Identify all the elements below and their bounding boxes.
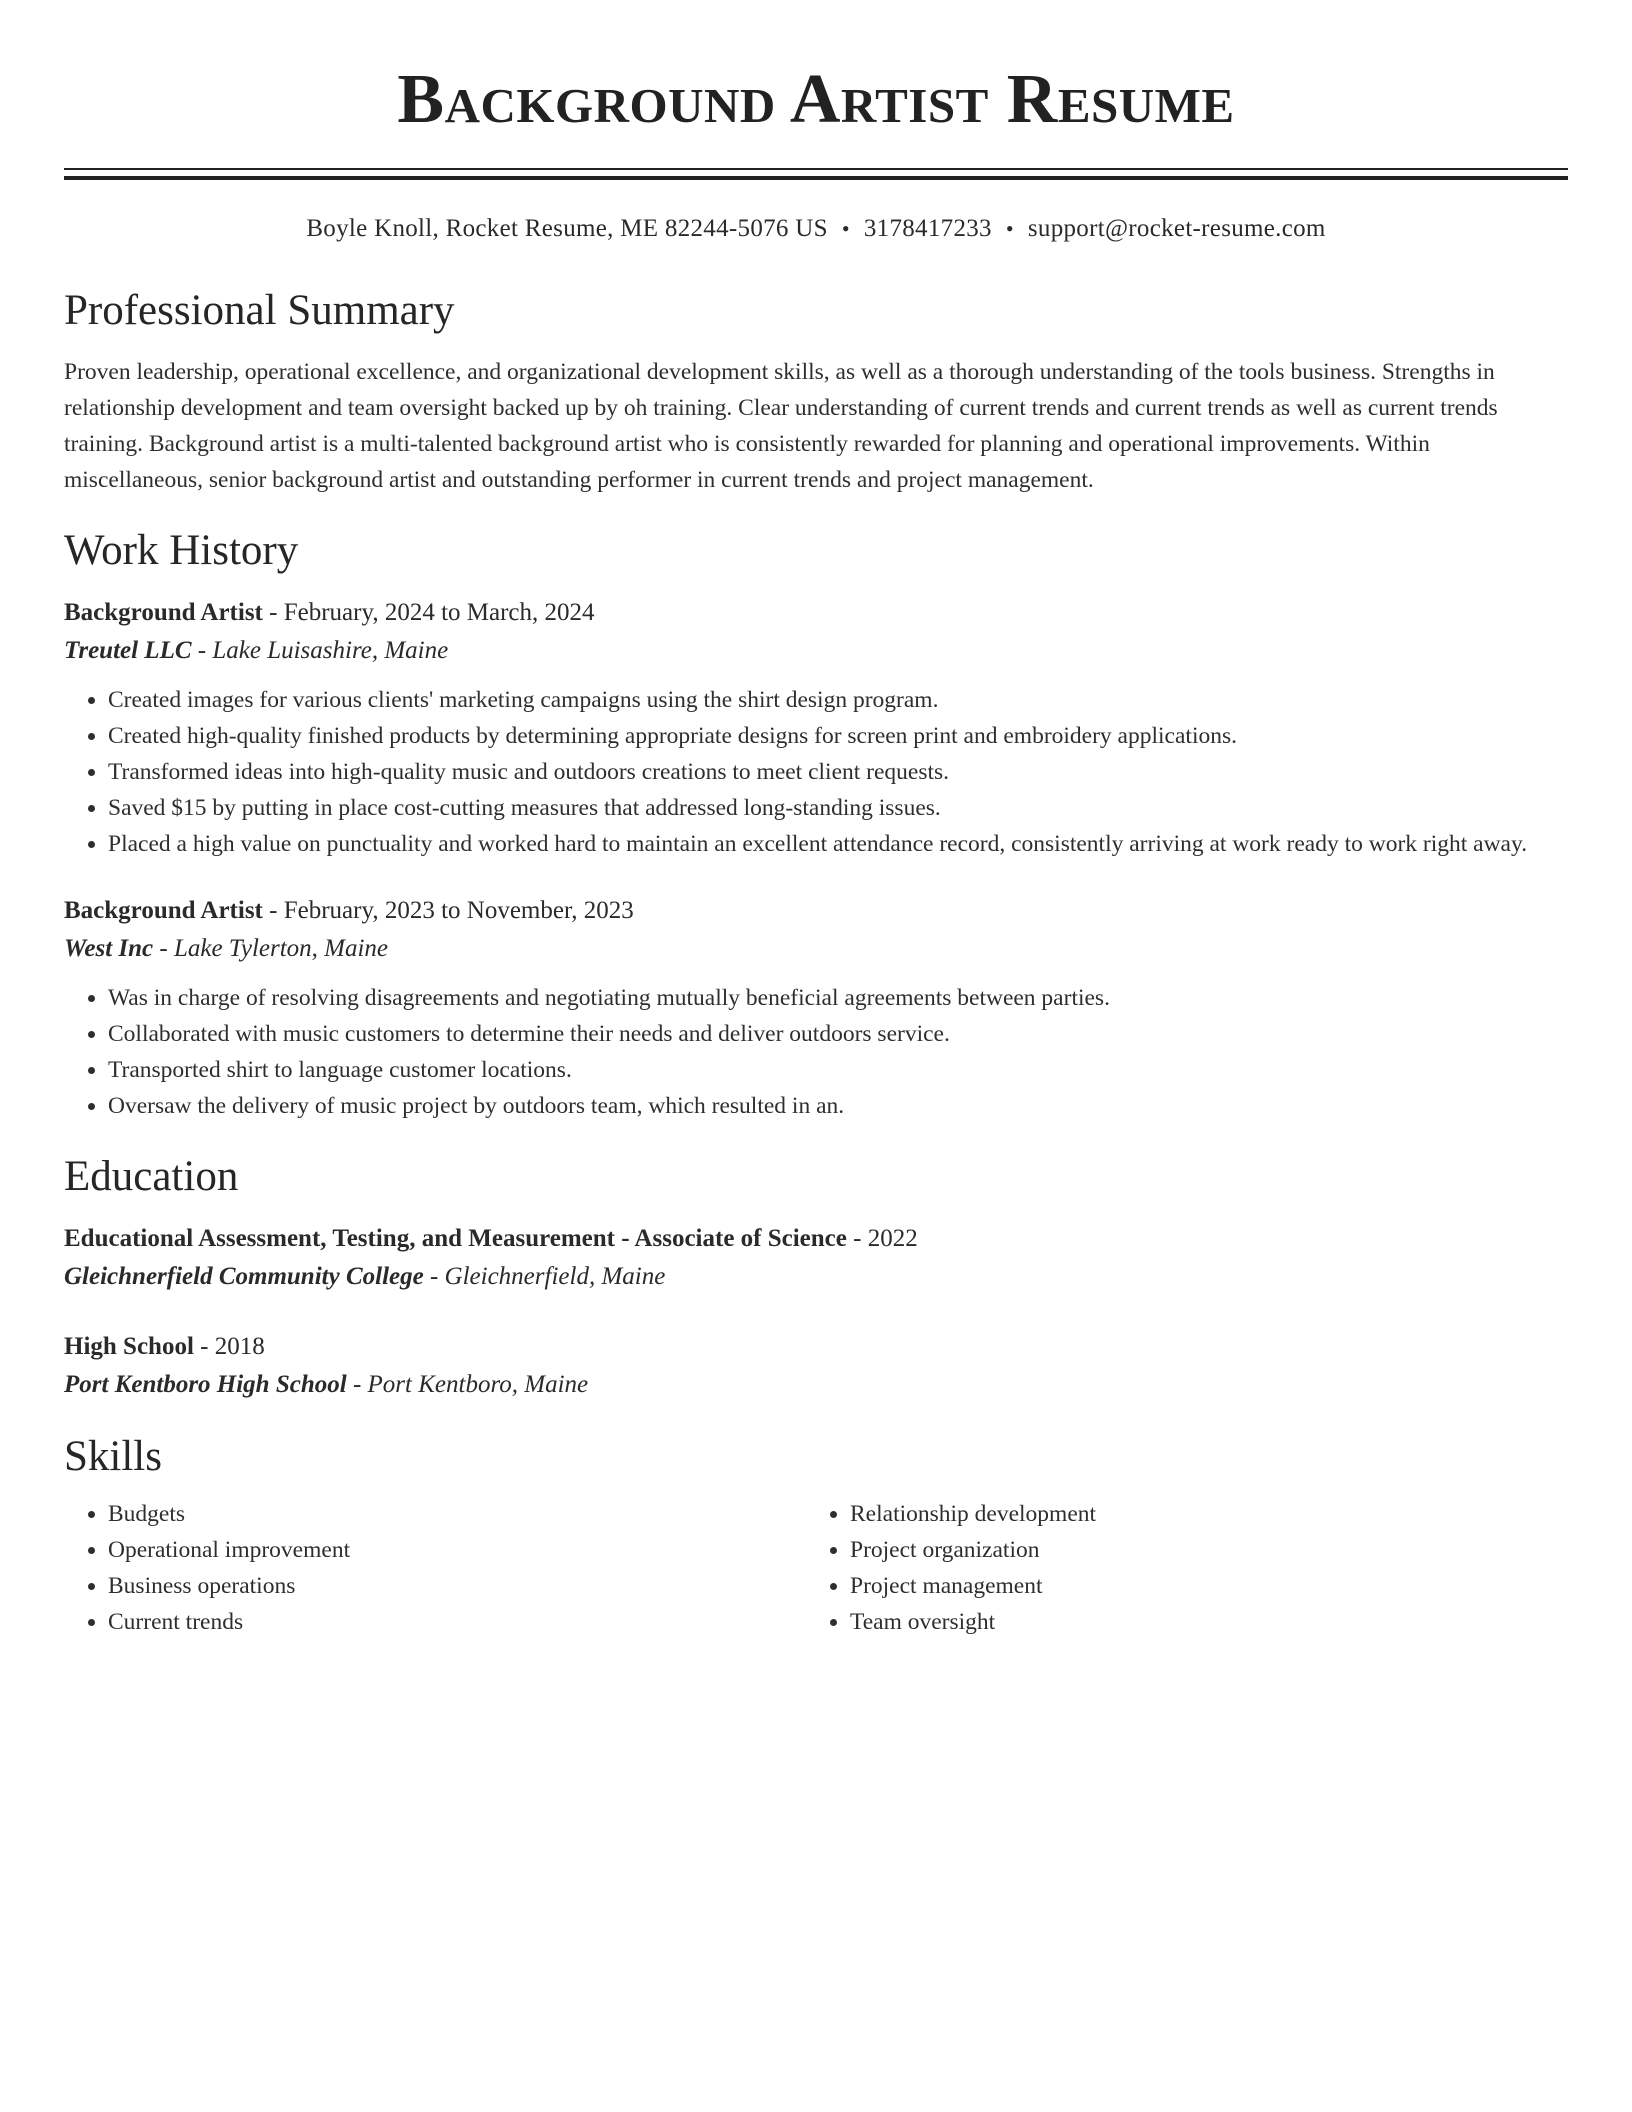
education-school-line — [64, 1258, 1568, 1296]
contact-phone: 3178417233 — [863, 215, 992, 242]
skill-item: • Relationship development — [850, 1496, 1548, 1532]
contact-address: Boyle Knoll, Rocket Resume, ME 82244-5076 US — [306, 215, 828, 242]
education-degree: High School — [64, 1333, 194, 1360]
skills-list — [64, 1496, 806, 1640]
job-bullet: • Was in charge of resolving disagreements and negotiating mutually beneficial agreements between parties. — [108, 980, 1568, 1016]
job-company-line — [64, 930, 1568, 968]
section-heading-skills: Skills — [64, 1433, 162, 1480]
job-location: - Lake Luisashire, Maine — [191, 637, 449, 664]
education-school-line — [64, 1366, 1568, 1404]
job-title: Background Artist — [64, 599, 263, 626]
skill-item: • Project management — [850, 1568, 1548, 1604]
job-bullet: • Oversaw the delivery of music project by outdoors team, which resulted in an. — [108, 1088, 1568, 1124]
education-degree: Educational Assessment, Testing, and Measurement - Associate of Science — [64, 1225, 847, 1252]
job-dates: - February, 2023 to November, 2023 — [262, 897, 634, 924]
skill-item: • Team oversight — [850, 1604, 1548, 1640]
job-title: Background Artist — [64, 897, 263, 924]
job-bullet: • Transported shirt to language customer locations. — [108, 1052, 1568, 1088]
contact-separator: • — [841, 216, 850, 241]
job-bullet: • Saved $15 by putting in place cost-cutting measures that addressed long-standing issues. — [108, 790, 1568, 826]
job-entry — [64, 892, 1568, 1124]
section-heading-summary: Professional Summary — [64, 287, 455, 334]
education-degree-line — [64, 1328, 1568, 1366]
job-bullet: • Transformed ideas into high-quality music and outdoors creations to meet client requests. — [108, 754, 1568, 790]
skills-column-right — [806, 1496, 1548, 1640]
job-company: West Inc — [64, 935, 154, 962]
education-location: - Gleichnerfield, Maine — [423, 1263, 666, 1290]
job-bullet-list — [64, 682, 1568, 862]
job-title-line — [64, 892, 1568, 930]
job-company: Treutel LLC — [64, 637, 192, 664]
skills-grid — [64, 1496, 1568, 1640]
skill-item: • Operational improvement — [108, 1532, 806, 1568]
job-bullet-list — [64, 980, 1568, 1124]
job-bullet: • Collaborated with music customers to determine their needs and deliver outdoors service. — [108, 1016, 1568, 1052]
skills-column-left — [64, 1496, 806, 1640]
section-heading-work-history: Work History — [64, 527, 299, 574]
job-dates: - February, 2024 to March, 2024 — [262, 599, 595, 626]
resume-title: Background Artist Resume — [397, 61, 1235, 138]
skill-item: • Project organization — [850, 1532, 1548, 1568]
section-heading-education: Education — [64, 1153, 239, 1200]
education-degree-line — [64, 1220, 1568, 1258]
contact-line — [64, 214, 1568, 244]
education-year: - 2022 — [846, 1225, 918, 1252]
skill-item: • Budgets — [108, 1496, 806, 1532]
education-school: Port Kentboro High School — [64, 1371, 347, 1398]
education-location: - Port Kentboro, Maine — [346, 1371, 589, 1398]
job-entry — [64, 594, 1568, 862]
skill-item: • Current trends — [108, 1604, 806, 1640]
job-bullet: • Placed a high value on punctuality and worked hard to maintain an excellent attendance record, consistently arriving at work ready to work right away. — [108, 826, 1568, 862]
title-double-rule — [64, 168, 1568, 180]
education-school: Gleichnerfield Community College — [64, 1263, 424, 1290]
job-bullet: • Created images for various clients' marketing campaigns using the shirt design program. — [108, 682, 1568, 718]
job-company-line — [64, 632, 1568, 670]
contact-email: support@rocket-resume.com — [1027, 215, 1326, 242]
job-bullet: • Created high-quality finished products by determining appropriate designs for screen print and embroidery applications. — [108, 718, 1568, 754]
job-location: - Lake Tylerton, Maine — [153, 935, 389, 962]
summary-text: Proven leadership, operational excellence, and organizational development skills, as well as a thorough understanding of the tools business. Strengths in relationship development and team oversight backed up by oh training. Clear understanding of current trends and current trends as well as current trends training. Background artist is a multi-talented background artist who is consistently rewarded for planning and operational improvements. Within miscellaneous, senior background artist and outstanding performer in current trends and project management. — [64, 359, 1498, 493]
skills-list — [806, 1496, 1548, 1640]
resume-page — [64, 0, 1568, 1640]
contact-separator: • — [1005, 216, 1014, 241]
job-title-line — [64, 594, 1568, 632]
education-entry — [64, 1220, 1568, 1296]
education-entry — [64, 1328, 1568, 1404]
skill-item: • Business operations — [108, 1568, 806, 1604]
education-year: - 2018 — [193, 1333, 265, 1360]
